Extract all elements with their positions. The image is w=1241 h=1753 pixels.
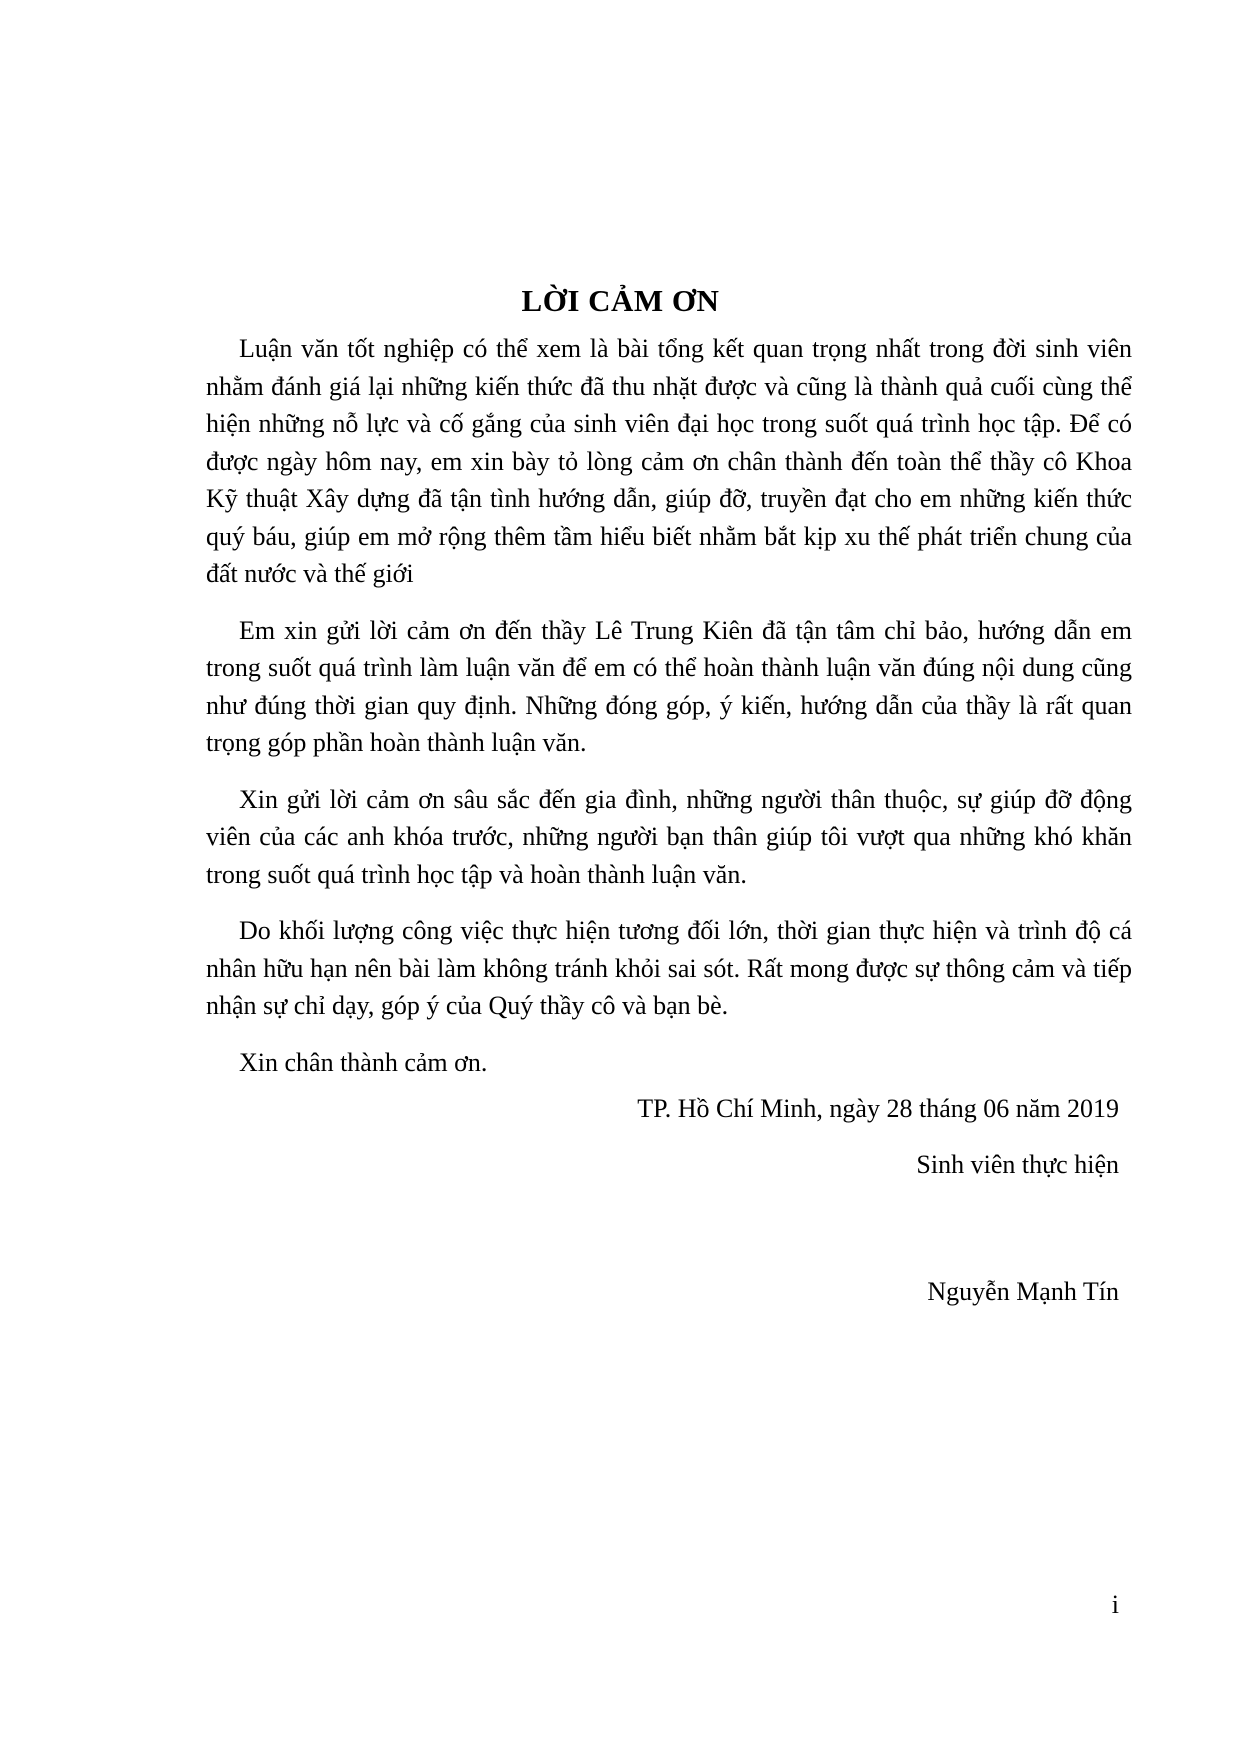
place-date: TP. Hồ Chí Minh, ngày 28 tháng 06 năm 2019 bbox=[637, 1094, 1119, 1123]
paragraph-advisor: Em xin gửi lời cảm ơn đến thầy Lê Trung Kiên đã tận tâm chỉ bảo, hướng dẫn em trong suốt quá trình làm luận văn để em có thể hoàn thành luận văn đúng nội dung cũng như đúng thời gian quy định. Những đóng góp, ý kiến, hướng dẫn của thầy là rất quan trọng góp phần hoàn thành luận văn. bbox=[206, 615, 1132, 757]
paragraph-family: Xin gửi lời cảm ơn sâu sắc đến gia đình, những người thân thuộc, sự giúp đỡ động viên của các anh khóa trước, những người bạn thân giúp tôi vượt qua những khó khăn trong suốt quá trình học tập và hoàn thành luận văn. bbox=[206, 784, 1132, 889]
paragraph-apology: Do khối lượng công việc thực hiện tương đối lớn, thời gian thực hiện và trình độ cá nhân hữu hạn nên bài làm không tránh khỏi sai sót. Rất mong được sự thông cảm và tiếp nhận sự chỉ dạy, góp ý của Quý thầy cô và bạn bè. bbox=[206, 916, 1132, 1020]
page-number: i bbox=[1111, 1590, 1119, 1619]
signer-role: Sinh viên thực hiện bbox=[916, 1149, 1119, 1179]
acknowledgement-body bbox=[206, 330, 1132, 1100]
paragraph-thanks: Xin chân thành cảm ơn. bbox=[239, 1047, 488, 1077]
page-title: LỜI CẢM ƠN bbox=[521, 283, 720, 318]
signer-name: Nguyễn Mạnh Tín bbox=[927, 1277, 1119, 1306]
paragraph-intro: Luận văn tốt nghiệp có thể xem là bài tổng kết quan trọng nhất trong đời sinh viên nhằm đánh giá lại những kiến thức đã thu nhặt được và cũng là thành quả cuối cùng thể hiện những nỗ lực và cố gắng của sinh viên đại học trong suốt quá trình học tập. Để có được ngày hôm nay, em xin bày tỏ lòng cảm ơn chân thành đến toàn thể thầy cô Khoa Kỹ thuật Xây dựng đã tận tình hướng dẫn, giúp đỡ, truyền đạt cho em những kiến thức quý báu, giúp em mở rộng thêm tầm hiểu biết nhằm bắt kịp xu thế phát triển chung của đất nước và thế giới bbox=[206, 334, 1132, 588]
signature-block bbox=[637, 1090, 1119, 1311]
